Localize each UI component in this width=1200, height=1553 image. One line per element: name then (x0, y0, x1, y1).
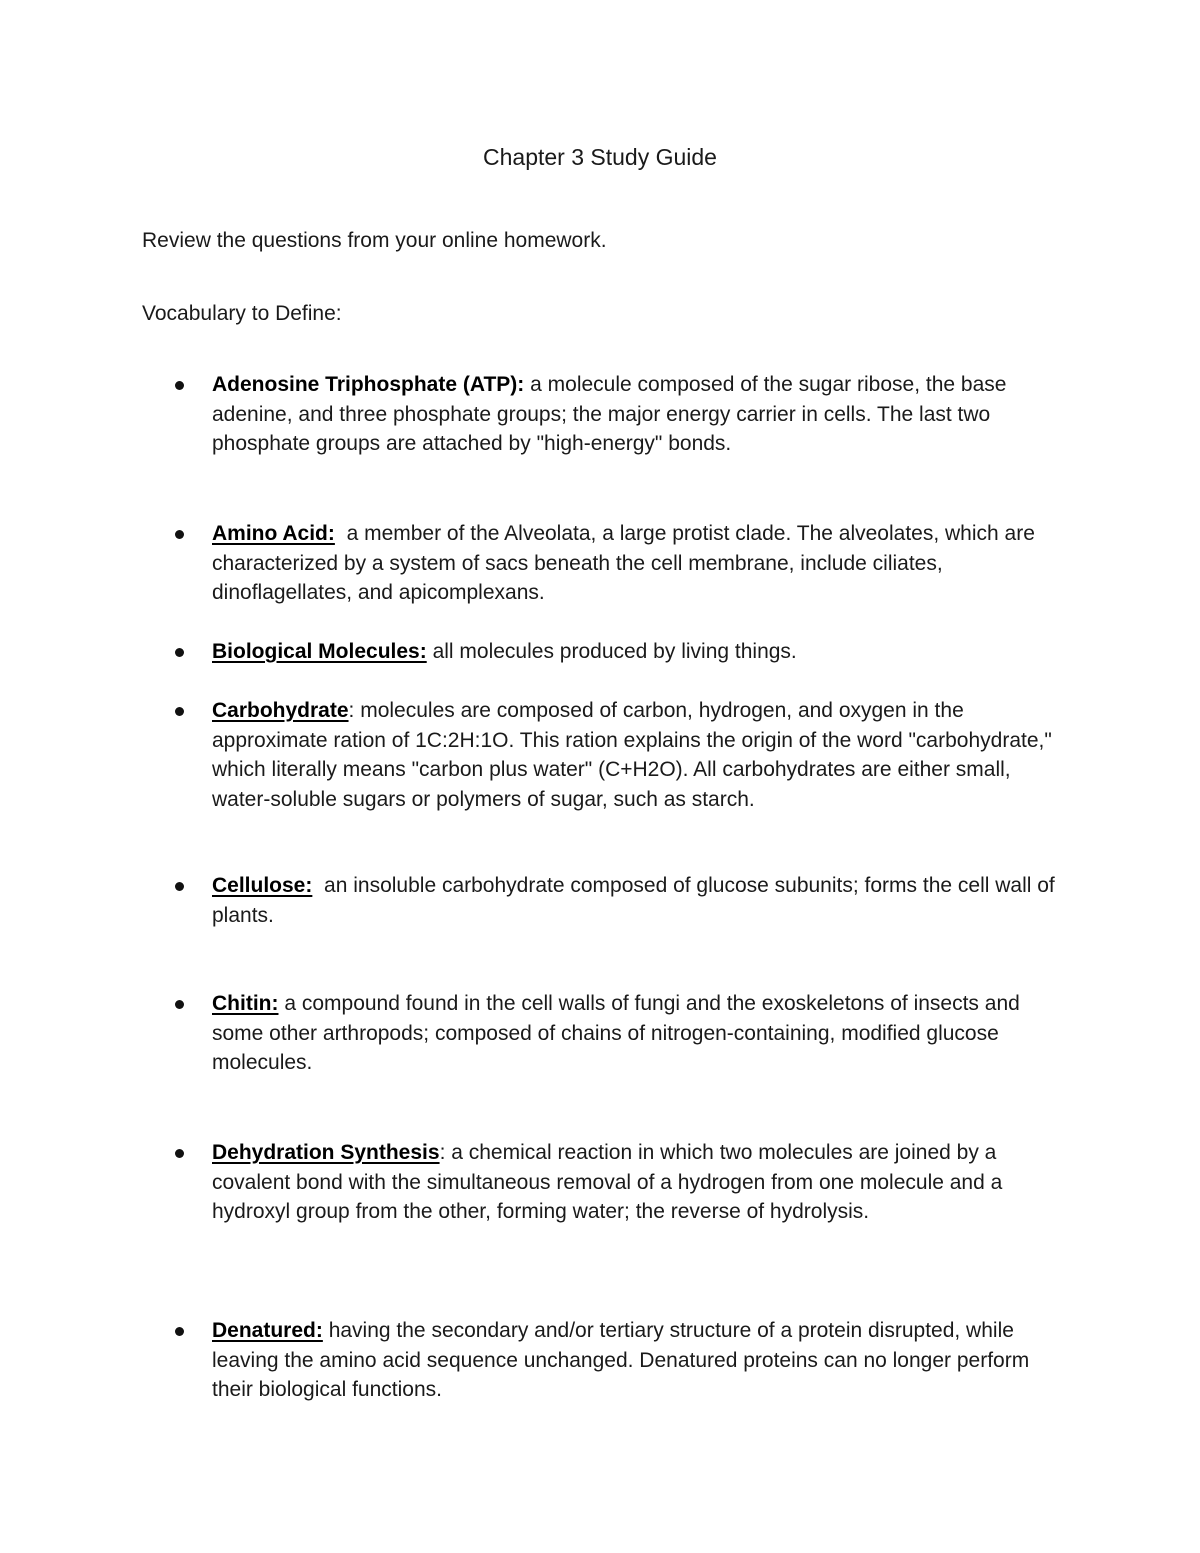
vocab-heading: Vocabulary to Define: (142, 302, 342, 325)
bullet-icon (175, 707, 184, 716)
term-name: Cellulose: (212, 874, 313, 897)
bullet-icon (175, 648, 184, 657)
vocab-item-dehydration-synthesis (212, 1138, 1064, 1227)
term-name: Denatured: (212, 1319, 323, 1342)
term-separator: : (348, 699, 361, 722)
vocab-item-chitin (212, 989, 1064, 1078)
term-separator (335, 522, 347, 545)
term-separator (312, 874, 324, 897)
bullet-icon (175, 1149, 184, 1158)
term-definition: an insoluble carbohydrate composed of glucose subunits; forms the cell wall of plants. (212, 874, 1055, 927)
term-definition: a molecule composed of the sugar ribose, the base adenine, and three phosphate groups; the major energy carrier in cells. The last two phosphate groups are attached by "high-energy" bonds. (212, 373, 1007, 455)
bullet-icon (175, 381, 184, 390)
page-title: Chapter 3 Study Guide (483, 144, 717, 170)
vocab-item-carbohydrate (212, 696, 1064, 814)
vocab-item-atp (212, 370, 1064, 459)
bullet-icon (175, 882, 184, 891)
vocab-item-cellulose (212, 871, 1064, 930)
vocab-item-biological-molecules (212, 637, 1064, 667)
vocab-item-denatured (212, 1316, 1064, 1405)
term-definition: a chemical reaction in which two molecules are joined by a covalent bond with the simultaneous removal of a hydrogen from one molecule and a hydroxyl group from the other, forming water; the reverse of hydrolysis. (212, 1141, 1003, 1223)
term-definition: a member of the Alveolata, a large protist clade. The alveolates, which are characterized by a system of sacs beneath the cell membrane, include ciliates, dinoflagellates, and apicomplexans. (212, 522, 1035, 604)
term-separator: : (439, 1141, 452, 1164)
term-name: Dehydration Synthesis (212, 1141, 440, 1164)
vocab-item-amino-acid (212, 519, 1064, 608)
term-definition: having the secondary and/or tertiary structure of a protein disrupted, while leaving the amino acid sequence unchanged. Denatured proteins can no longer perform their biological functions. (212, 1319, 1030, 1401)
bullet-icon (175, 1000, 184, 1009)
term-definition: molecules are composed of carbon, hydrogen, and oxygen in the approximate ration of 1C:2H:1O. This ration explains the origin of the word "carbohydrate," which literally means "carbon plus water" (C+H2O). All carbohydrates are either small, water-soluble sugars or polymers of sugar, such as starch. (212, 699, 1052, 811)
term-definition: a compound found in the cell walls of fungi and the exoskeletons of insects and some other arthropods; composed of chains of nitrogen-containing, modified glucose molecules. (212, 992, 1020, 1074)
term-name: Carbohydrate (212, 699, 349, 722)
term-name: Adenosine Triphosphate (ATP): (212, 373, 525, 396)
bullet-icon (175, 530, 184, 539)
term-name: Chitin: (212, 992, 279, 1015)
term-name: Amino Acid: (212, 522, 335, 545)
term-definition: all molecules produced by living things. (432, 640, 797, 663)
bullet-icon (175, 1327, 184, 1336)
term-name: Biological Molecules: (212, 640, 427, 663)
intro-text: Review the questions from your online homework. (142, 229, 607, 252)
